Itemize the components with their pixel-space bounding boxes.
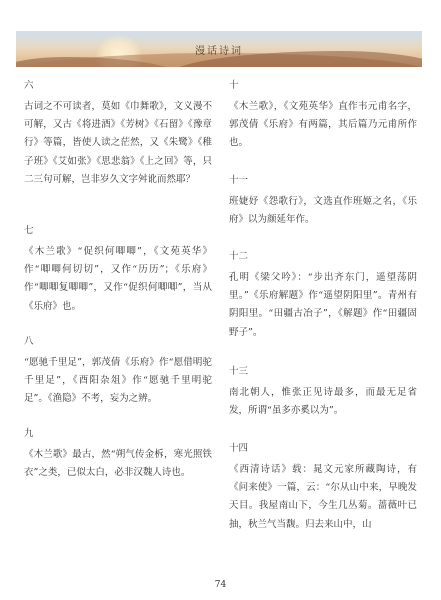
section-12 (229, 251, 417, 366)
section-number: 七 (24, 225, 34, 236)
header-banner (16, 31, 422, 67)
section-8 (24, 336, 212, 428)
left-column (24, 80, 212, 482)
section-text: 《木兰歌》最古，然“朔气传金柝，寒光照铁衣”之类，已似太白，必非汉魏人诗也。 (24, 449, 212, 479)
section-number: 八 (24, 336, 34, 347)
section-number: 十四 (229, 443, 249, 454)
section-7 (24, 225, 212, 336)
section-9 (24, 428, 212, 482)
section-number: 十一 (229, 175, 249, 186)
section-13 (229, 366, 417, 443)
section-text: 班婕妤《怨歌行》，文选直作班姬之名，《乐府》以为颜延年作。 (229, 196, 417, 226)
section-14 (229, 443, 417, 534)
section-number: 九 (24, 428, 34, 439)
section-6 (24, 80, 212, 225)
page-number: 74 (214, 580, 227, 590)
section-text: 孔明《梁父吟》：“步出齐东门，遥望荡阴里。”《乐府解题》作“遥望阴阳里”。青州有阴阳里。“田疆古冶子”，《解题》作“田疆固野子”。 (229, 272, 417, 338)
right-column (229, 80, 417, 534)
section-number: 十 (229, 80, 239, 91)
section-number: 六 (24, 80, 34, 91)
section-number: 十二 (229, 251, 249, 262)
section-text: 南北朝人，惟张正见诗最多，而最无足省发，所谓“虽多亦奚以为”。 (229, 387, 417, 417)
section-text: 《木兰歌》“促织何唧唧”，《文苑英华》作“唧唧何切切”，又作“历历”；《乐府》作“唧唧复唧唧”，又作“促织何唧唧”，当从《乐府》也。 (24, 246, 212, 312)
section-11 (229, 175, 417, 251)
section-text: 古词之不可读者，莫如《巾舞歌》，文义漫不可解，又古《将进酒》《芳树》《石留》《豫章行》等篇，皆使人读之茫然，又《朱鹭》《稚子班》《艾如张》《思悲翁》《上之回》等，只二三句可解，岂非岁久文字舛讹而然耶？ (24, 101, 212, 185)
section-number: 十三 (229, 366, 249, 377)
section-text: 《木兰歌》，《文苑英华》直作韦元甫名字，郭茂倩《乐府》有两篇，其后篇乃元甫所作也。 (229, 101, 417, 149)
section-10 (229, 80, 417, 175)
header-title: 漫话诗词 (195, 46, 243, 57)
section-text: 《西清诗话》载：晁文元家所藏陶诗，有《问来使》一篇，云：“尔从山中来，早晚发天目。我屋南山下，今生几丛菊。蔷薇叶已抽，秋兰气当馥。归去来山中，山 (229, 464, 417, 530)
section-text: “愿驰千里足”，郭茂倩《乐府》作“愿借明驼千里足”，《酉阳杂俎》作“愿驰千里明驼足”。《渔隐》不考，妄为之辨。 (24, 357, 212, 405)
